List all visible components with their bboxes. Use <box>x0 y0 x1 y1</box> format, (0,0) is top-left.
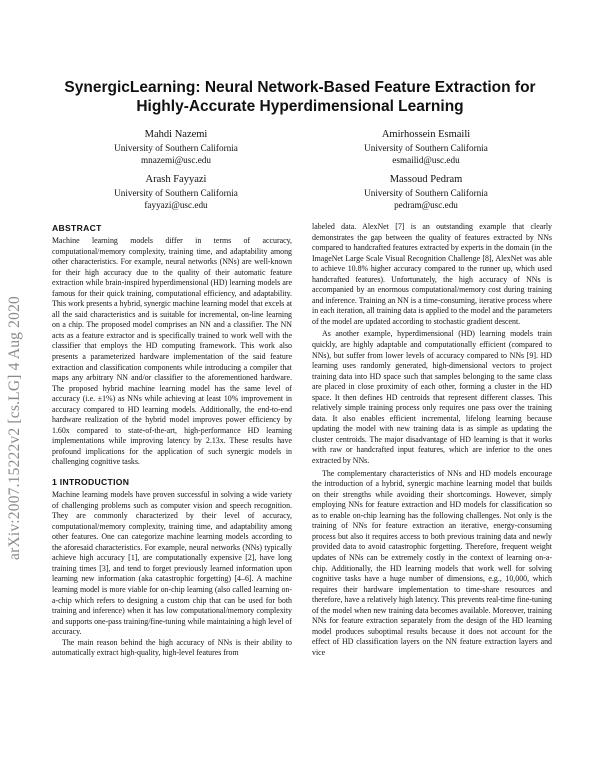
author-email: fayyazi@usc.edu <box>144 200 208 210</box>
author-name: Amirhossein Esmaili <box>381 129 471 140</box>
right-paragraph-2: As another example, hyperdimensional (HD) learning models train quickly, are highly adaptable and computationally efficient (compared to NNs), but suffer from lower levels of accuracy compared to NNs [9]. HD learning uses randomly generated, high-dimensional vectors to project training data into HD space such that samples belonging to the same class are placed in close proximity of each other, forming a cluster in the HD space. It then defines HD centroids that represent different classes. This relatively simple training process only requires one pass over the training data. It also enables efficient incremental, lifelong learning because updating the model with new training data is as simple as updating the cluster centroids. The major disadvantage of HD learning is that it works with raw or handcrafted input features, which are inferior to the ones extracted by NNs. <box>312 329 552 466</box>
author-email: esmailid@usc.edu <box>392 155 460 165</box>
author-affiliation: University of Southern California <box>114 143 238 153</box>
arxiv-stamp: arXiv:2007.15222v2 [cs.LG] 4 Aug 2020 <box>6 296 23 560</box>
intro-paragraph-1: Machine learning models have proven successful in solving a wide variety of challenging problems such as computer vision and speech recognition. They are commonly characterized by their level of accuracy, computational/memory complexity, training time, and adaptability among other features. One can categorize machine learning models according to the aforesaid characteristics. For example, neural networks (NNs) typically achieve high accuracy [1], are computationally expensive [2], have long training times [3], and tend to forget previously learned information upon learning new information (aka catastrophic forgetting) [4–6]. A machine learning model is more viable for on-chip learning (also called learning on-a-chip which refers to designing a custom chip that can be used for both training and inference) when it has low computational/memory complexity and supports one-pass training/fine-tuning while maintaining a high level of accuracy. <box>52 490 292 637</box>
author-affiliation: University of Southern California <box>364 188 488 198</box>
author-email: mnazemi@usc.edu <box>141 155 211 165</box>
abstract-heading: ABSTRACT <box>52 223 102 233</box>
author-block-4 <box>306 173 546 211</box>
author-affiliation: University of Southern California <box>364 143 488 153</box>
author-block-3 <box>56 173 296 211</box>
right-column <box>312 222 552 658</box>
author-email: pedram@usc.edu <box>394 200 458 210</box>
left-column <box>52 222 292 659</box>
introduction-heading: 1 INTRODUCTION <box>52 477 130 488</box>
author-block-1 <box>56 128 296 166</box>
author-affiliation: University of Southern California <box>114 188 238 198</box>
right-paragraph-1: labeled data. AlexNet [7] is an outstanding example that clearly demonstrates the gap between the quality of features extracted by NNs compared to handcrafted features extracted by experts in the domain (in the ImageNet Large Scale Visual Recognition Challenge [8], AlexNet was able to achieve 10.8% higher accuracy compared to the runner up, which used handcrafted features). Unfortunately, the high accuracy of NNs is accompanied by an enormous computational/memory cost during training and inference. Training an NN is a time-consuming, iterative process where in each iteration, all training data is applied to the model and the parameters of the model are updated according to stochastic gradient descent. <box>312 222 552 326</box>
author-name: Arash Fayyazi <box>145 174 207 185</box>
title-line-2: Highly-Accurate Hyperdimensional Learning <box>136 98 464 115</box>
author-block-2 <box>306 128 546 166</box>
intro-paragraph-2: The main reason behind the high accuracy of NNs is their ability to automatically extract high-quality, high-level features from <box>52 637 292 658</box>
abstract-text: Machine learning models differ in terms of accuracy, computational/memory complexity, training time, and adaptability among other characteristics. For example, neural networks (NNs) are well-known for their high accuracy due to the quality of their automatic feature extraction while brain-inspired hyperdimensional (HD) learning models are famous for their quick training, computational efficiency, and adaptability. This work presents a hybrid, synergic machine learning model that excels at all the said characteristics and is suitable for incremental, on-line learning on a chip. The proposed model comprises an NN and a classifier. The NN acts as a feature extractor and is specifically trained to work well with the classifier that employs the HD computing framework. This work also presents a parameterized hardware implementation of the said feature extraction and classification components while introducing a compiler that maps any arbitrary NN and/or classifier to the aforementioned hardware. The proposed hybrid machine learning model has the same level of accuracy (i.e. ±1%) as NNs while achieving at least 10% improvement in accuracy compared to HD learning models. Additionally, the end-to-end hardware realization of the hybrid model improves power efficiency by 1.60x compared to state-of-the-art, high-performance HD learning implementations while improving latency by 2.13x. These results have profound implications for the application of such synergic models in challenging cognitive tasks. <box>52 236 293 467</box>
title-line-1: SynergicLearning: Neural Network-Based Feature Extraction for <box>64 79 536 96</box>
right-paragraph-3: The complementary characteristics of NNs and HD models encourage the introduction of a hybrid, synergic machine learning model that builds on their strengths while avoiding their shortcomings. However, simply employing NNs for feature extraction and HD models for classification so as to enable on-chip learning has the following challenges. Not only is the training of NNs for feature extraction an iterative, energy-consuming process but also it requires access to both previous training data and newly provided data to avoid catastrophic forgetting. Therefore, frequent weight updates of NNs can be extremely costly in the context of learning on-a-chip. Additionally, the HD learning models that work well for solving cognitive tasks have a huge number of dimensions, e.g., 10,000, which requires their hardware implementation to time-share resources and therefore, have a relatively high latency. This prevents real-time fine-tuning of the model when new training data becomes available. Moreover, training NNs for feature extraction separately from the design of the HD learning model produces suboptimal results because it does not account for the effect of HD classification layers on the NN feature extraction layers and vice <box>312 468 552 657</box>
author-name: Massoud Pedram <box>389 174 463 185</box>
author-name: Mahdi Nazemi <box>144 129 208 140</box>
paper-title <box>40 78 560 116</box>
